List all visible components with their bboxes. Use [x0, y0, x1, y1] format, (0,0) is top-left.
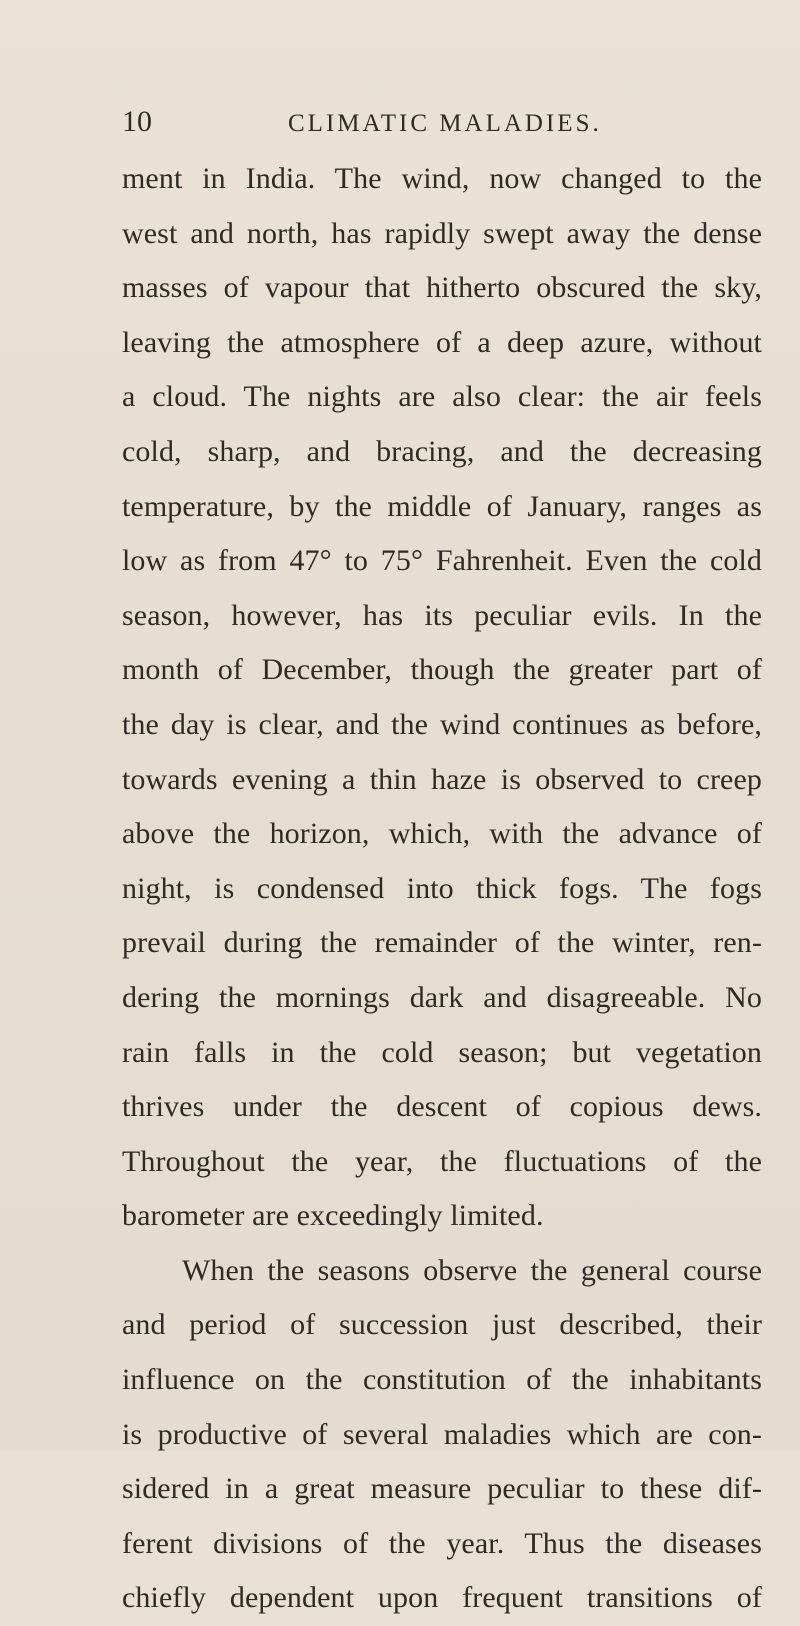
text-line: is productive of several maladies which are con- [122, 1417, 762, 1451]
running-title: CLIMATIC MALADIES. [288, 110, 602, 137]
text-line: prevail during the remainder of the winter, ren- [122, 926, 762, 960]
text-line: the day is clear, and the wind continues as before, [122, 707, 762, 741]
text-line: cold, sharp, and bracing, and the decreasing [122, 434, 762, 468]
page-header [122, 102, 762, 142]
paragraph-end-line: barometer are exceedingly limited. [122, 1199, 544, 1233]
text-line: a cloud. The nights are also clear: the air feels [122, 380, 762, 414]
text-line: dering the mornings dark and disagreeable. No [122, 980, 762, 1014]
text-line: month of December, though the greater part of [122, 653, 762, 687]
text-line: sidered in a great measure peculiar to these dif- [122, 1472, 762, 1506]
body-text [122, 152, 762, 1626]
text-line: low as from 47° to 75° Fahrenheit. Even the cold [122, 544, 762, 578]
text-line: above the horizon, which, with the advance of [122, 817, 762, 851]
page-number: 10 [122, 105, 152, 138]
text-line: season, however, has its peculiar evils. In the [122, 598, 762, 632]
text-line: influence on the constitution of the inhabitants [122, 1363, 762, 1397]
text-line: towards evening a thin haze is observed to creep [122, 762, 762, 796]
text-line: and period of succession just described, their [122, 1308, 762, 1342]
text-line: west and north, has rapidly swept away the dense [122, 216, 762, 250]
text-line: Throughout the year, the fluctuations of the [122, 1144, 762, 1178]
text-line: night, is condensed into thick fogs. The fogs [122, 871, 762, 905]
text-line: ferent divisions of the year. Thus the diseases [122, 1526, 762, 1560]
text-line: masses of vapour that hitherto obscured the sky, [122, 271, 762, 305]
text-line: thrives under the descent of copious dews. [122, 1090, 762, 1124]
text-line: leaving the atmosphere of a deep azure, without [122, 325, 762, 359]
text-line: rain falls in the cold season; but vegetation [122, 1035, 762, 1069]
text-line: ment in India. The wind, now changed to the [122, 162, 762, 195]
text-line: temperature, by the middle of January, ranges as [122, 489, 762, 523]
paragraph-start-line: When the seasons observe the general course [182, 1253, 762, 1287]
text-line: chiefly dependent upon frequent transitions of [122, 1581, 762, 1615]
